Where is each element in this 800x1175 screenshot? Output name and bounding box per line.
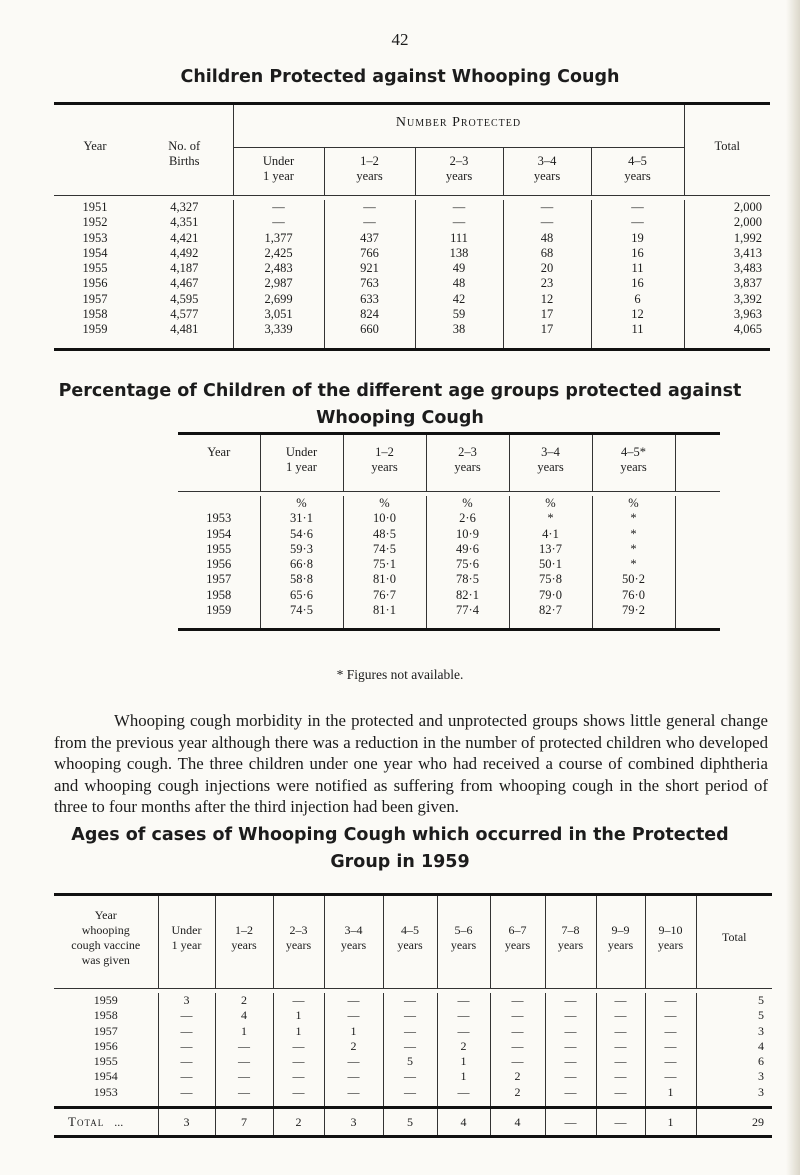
table-cell: * <box>592 542 675 557</box>
table-cell: — <box>490 1024 545 1039</box>
table-cell: — <box>324 1069 383 1084</box>
header-year-vaccine: Year whooping cough vaccine was given <box>71 908 141 967</box>
row-year-cell: 1955 <box>206 541 232 556</box>
table-row <box>54 1085 772 1100</box>
table-cell: 3,963 <box>684 307 770 322</box>
table-row <box>54 1039 772 1054</box>
table-cell: — <box>158 1054 215 1069</box>
table-cell: 4,351 <box>170 215 199 230</box>
table-cell: 54·6 <box>260 527 343 542</box>
table-cell: 5 <box>696 1008 772 1023</box>
table-cell: — <box>645 1039 696 1054</box>
table-cell: 59·3 <box>260 542 343 557</box>
table-cell: 4,187 <box>170 261 199 276</box>
table-cell: — <box>273 1039 324 1054</box>
table-cell: 2,000 <box>684 200 770 215</box>
table-cell: — <box>490 1039 545 1054</box>
header-under-1: Under 1 year <box>260 434 343 492</box>
table-cell: — <box>383 993 437 1008</box>
table-cell: 16 <box>591 246 684 261</box>
table-cell: * <box>592 557 675 572</box>
header-8-9: 9–9 years <box>596 895 645 989</box>
unit-symbol: % <box>260 496 343 511</box>
header-year: Year <box>207 445 231 459</box>
table-cell: — <box>437 1024 490 1039</box>
table-cell: 4,481 <box>170 322 199 337</box>
header-2-3: 2–3 years <box>415 148 503 196</box>
table3-title: Ages of cases of Whooping Cough which occurred in the Protected Group in 1959 <box>71 825 729 872</box>
table-cell: 66·8 <box>260 557 343 572</box>
table-cell: 12 <box>591 307 684 322</box>
page-edge-shading <box>786 0 800 1175</box>
table-cell: — <box>596 993 645 1008</box>
table-cell: 58·8 <box>260 572 343 587</box>
table-cell: 38 <box>415 322 503 337</box>
header-3-4: 3–4 years <box>324 895 383 989</box>
total-cell: 7 <box>215 1108 273 1137</box>
table-cell: — <box>645 1054 696 1069</box>
table-cell: — <box>215 1054 273 1069</box>
table1-title: Children Protected against Whooping Cough <box>180 67 620 87</box>
table-cell: 3 <box>696 1085 772 1100</box>
table-cell: — <box>490 1054 545 1069</box>
row-year-cell: 1956 <box>206 557 232 572</box>
table-cell: 633 <box>324 292 415 307</box>
table-cell: — <box>645 1008 696 1023</box>
table-cell: — <box>596 1085 645 1100</box>
unit-symbol: % <box>426 496 509 511</box>
table-cell: 48·5 <box>343 527 426 542</box>
table-cell: — <box>503 215 591 230</box>
table-cell: 4 <box>696 1039 772 1054</box>
table-cell: 17 <box>503 307 591 322</box>
table-cell: — <box>158 1069 215 1084</box>
table-cell: — <box>215 1039 273 1054</box>
table-cell: 31·1 <box>260 511 343 526</box>
table-cell: 1,992 <box>684 231 770 246</box>
table-cell: 2,425 <box>233 246 324 261</box>
row-year-cell: 1955 <box>93 1054 118 1069</box>
table-cell: 77·4 <box>426 603 509 618</box>
table-cell: — <box>591 215 684 230</box>
table-cell: 1 <box>273 1008 324 1023</box>
header-year: Year <box>83 139 107 153</box>
header-4-5: 4–5* years <box>592 434 675 492</box>
table-cell: — <box>545 1085 596 1100</box>
table-cell: 2,987 <box>233 276 324 291</box>
table-row <box>178 572 720 587</box>
row-year-cell: 1955 <box>82 261 108 276</box>
total-cell: 2 <box>273 1108 324 1137</box>
table-cell: 74·5 <box>260 603 343 618</box>
row-year-cell: 1959 <box>82 322 108 337</box>
table-cell: — <box>545 1054 596 1069</box>
table-cell: 766 <box>324 246 415 261</box>
table-cell: 49 <box>415 261 503 276</box>
total-cell: — <box>545 1108 596 1137</box>
table-cell: 48 <box>503 231 591 246</box>
table-cell: 82·1 <box>426 588 509 603</box>
header-1-2: 1–2 years <box>343 434 426 492</box>
table-cell: — <box>233 200 324 215</box>
table-cell: 3,392 <box>684 292 770 307</box>
table-row <box>54 215 770 230</box>
table-cell: 81·0 <box>343 572 426 587</box>
row-year-cell: 1957 <box>206 572 232 587</box>
row-year-cell: 1953 <box>206 511 232 526</box>
table-cell: — <box>383 1085 437 1100</box>
table-cell: 437 <box>324 231 415 246</box>
table-cell: 10·9 <box>426 527 509 542</box>
table-cell: — <box>437 1085 490 1100</box>
table-cell: 5 <box>696 993 772 1008</box>
table-cell: 75·1 <box>343 557 426 572</box>
table-cell: — <box>591 200 684 215</box>
table-cell: 4,577 <box>170 307 199 322</box>
table-cell: 2,699 <box>233 292 324 307</box>
header-7-8: 7–8 years <box>545 895 596 989</box>
table-cell: 824 <box>324 307 415 322</box>
total-label: Total ... <box>54 1108 158 1137</box>
table-cell: — <box>545 1069 596 1084</box>
table-cell: — <box>215 1069 273 1084</box>
header-blank <box>675 434 720 492</box>
table-cell: — <box>596 1054 645 1069</box>
table-cell: — <box>596 1024 645 1039</box>
table-cell: 3,837 <box>684 276 770 291</box>
table-cell: — <box>415 200 503 215</box>
row-year-cell: 1953 <box>82 230 108 245</box>
table-row <box>54 1024 772 1039</box>
header-6-7: 6–7 years <box>490 895 545 989</box>
table-row <box>178 527 720 542</box>
table-cell: — <box>437 1008 490 1023</box>
table-cell: 3 <box>696 1069 772 1084</box>
table-cell: 1,377 <box>233 231 324 246</box>
table-cell: 42 <box>415 292 503 307</box>
row-year-cell: 1958 <box>82 307 108 322</box>
table-row <box>178 511 720 526</box>
header-3-4: 3–4 years <box>509 434 592 492</box>
header-births: No. of Births <box>168 139 201 168</box>
table-cell: 82·7 <box>509 603 592 618</box>
table-cell: 10·0 <box>343 511 426 526</box>
table-row <box>54 231 770 246</box>
table-cell: 763 <box>324 276 415 291</box>
unit-symbol: % <box>509 496 592 511</box>
total-row <box>54 1108 772 1137</box>
table-cell: — <box>383 1008 437 1023</box>
table-row <box>178 603 720 618</box>
table-cell: — <box>233 215 324 230</box>
table-cell: — <box>324 1085 383 1100</box>
table-cell: 138 <box>415 246 503 261</box>
header-under-1: Under 1 year <box>233 148 324 196</box>
table-row <box>54 276 770 291</box>
row-year-cell: 1954 <box>93 1069 118 1084</box>
table-cell: 6 <box>591 292 684 307</box>
table-cell: — <box>545 993 596 1008</box>
table-cell: — <box>324 200 415 215</box>
table-cell: 4·1 <box>509 527 592 542</box>
table-row <box>54 292 770 307</box>
table-cell: — <box>503 200 591 215</box>
table-cell: — <box>324 215 415 230</box>
table-cell: — <box>273 993 324 1008</box>
table-cell: 6 <box>696 1054 772 1069</box>
table-cell: 1 <box>437 1054 490 1069</box>
table-cell: * <box>592 511 675 526</box>
table-cell: 3,051 <box>233 307 324 322</box>
table-cell: — <box>437 993 490 1008</box>
row-year-cell: 1954 <box>206 526 232 541</box>
table-cell: 20 <box>503 261 591 276</box>
table-cell: — <box>158 1008 215 1023</box>
footnote: * Figures not available. <box>336 667 464 682</box>
header-total: Total <box>696 895 772 989</box>
table-cell: 4,492 <box>170 245 199 260</box>
table-cell: 79·0 <box>509 588 592 603</box>
table2-title: Percentage of Children of the different age groups protected against Whooping Cough <box>58 381 742 428</box>
total-cell: 5 <box>383 1108 437 1137</box>
table-cell: 1 <box>324 1024 383 1039</box>
table-cell: 78·5 <box>426 572 509 587</box>
table-cell: — <box>596 1039 645 1054</box>
row-year-cell: 1958 <box>93 1008 118 1023</box>
table-cell: * <box>509 511 592 526</box>
total-cell: — <box>596 1108 645 1137</box>
table-cell: 3,483 <box>684 261 770 276</box>
table-cell: — <box>273 1069 324 1084</box>
table-cell: 49·6 <box>426 542 509 557</box>
table-cell: 2,000 <box>684 215 770 230</box>
table-cell: 111 <box>415 231 503 246</box>
table-row <box>54 322 770 337</box>
row-year-cell: 1957 <box>82 291 108 306</box>
table-cell: 48 <box>415 276 503 291</box>
header-under-1: Under 1 year <box>158 895 215 989</box>
header-3-4: 3–4 years <box>503 148 591 196</box>
table-cell: 921 <box>324 261 415 276</box>
table-cell: 50·1 <box>509 557 592 572</box>
header-2-3: 2–3 years <box>273 895 324 989</box>
table-cell: 79·2 <box>592 603 675 618</box>
table-cell: 4,467 <box>170 276 199 291</box>
table-cell: 2 <box>324 1039 383 1054</box>
header-total: Total <box>684 104 770 196</box>
row-year-cell: 1952 <box>82 215 108 230</box>
table-cell: 4,327 <box>170 200 199 214</box>
row-year-cell: 1959 <box>206 603 232 618</box>
row-year-cell: 1954 <box>82 245 108 260</box>
table-cell: — <box>596 1008 645 1023</box>
table-cell: — <box>490 1008 545 1023</box>
table-cell: 3,413 <box>684 246 770 261</box>
table-cell: 4,595 <box>170 291 199 306</box>
table-cell: — <box>215 1085 273 1100</box>
page-number: 42 <box>391 30 409 49</box>
table-cell: — <box>645 1069 696 1084</box>
table-row <box>54 246 770 261</box>
total-cell: 4 <box>437 1108 490 1137</box>
table-row <box>178 588 720 603</box>
table-cell: 19 <box>591 231 684 246</box>
table-cell: 11 <box>591 322 684 337</box>
table-row <box>54 1054 772 1069</box>
table-cell: — <box>324 1054 383 1069</box>
total-cell: 3 <box>324 1108 383 1137</box>
table-cell: — <box>383 1039 437 1054</box>
table-cell: 2·6 <box>426 511 509 526</box>
table-cell: — <box>324 993 383 1008</box>
table-cell: — <box>158 1024 215 1039</box>
table-cell: — <box>490 993 545 1008</box>
header-1-2: 1–2 years <box>215 895 273 989</box>
table-cell: — <box>273 1054 324 1069</box>
total-cell: 4 <box>490 1108 545 1137</box>
header-2-3: 2–3 years <box>426 434 509 492</box>
table-cell: — <box>645 993 696 1008</box>
table-cell: 2 <box>490 1069 545 1084</box>
table-cell: 1 <box>273 1024 324 1039</box>
unit-symbol: % <box>592 496 675 511</box>
table-row <box>178 542 720 557</box>
table-cell: — <box>383 1069 437 1084</box>
header-4-5: 4–5 years <box>383 895 437 989</box>
row-year-cell: 1956 <box>93 1038 118 1053</box>
table-row <box>54 1008 772 1023</box>
table-cell: * <box>592 527 675 542</box>
table-cell: 2 <box>490 1085 545 1100</box>
row-year-cell: 1956 <box>82 276 108 291</box>
table-cell: 75·8 <box>509 572 592 587</box>
table-cell: — <box>158 1085 215 1100</box>
table-cell: — <box>545 1024 596 1039</box>
cases-protected-group-table <box>54 893 772 1138</box>
header-9-10: 9–10 years <box>645 895 696 989</box>
table-cell: 50·2 <box>592 572 675 587</box>
row-year-cell: 1953 <box>93 1084 118 1099</box>
table-cell: 1 <box>215 1024 273 1039</box>
body-paragraph: Whooping cough morbidity in the protected and unprotected groups shows little general change from the previous year although there was a reduction in the number of protected children who developed whooping cough. The three children under one year who had received a course of combined diphtheria and whooping cough injections were notified as suffering from whooping cough in the short period of three to four months after the third injection had been given. <box>54 711 768 817</box>
table-cell: 81·1 <box>343 603 426 618</box>
table-cell: 76·7 <box>343 588 426 603</box>
table-cell: 2,483 <box>233 261 324 276</box>
table-cell: — <box>645 1024 696 1039</box>
table-cell: — <box>324 1008 383 1023</box>
table-cell: 13·7 <box>509 542 592 557</box>
table-cell: 1 <box>645 1085 696 1100</box>
table-row <box>54 1069 772 1084</box>
table-cell: 4,065 <box>684 322 770 337</box>
table-cell: — <box>273 1085 324 1100</box>
header-1-2: 1–2 years <box>324 148 415 196</box>
row-year-cell: 1951 <box>82 200 108 214</box>
total-cell: 29 <box>696 1108 772 1137</box>
table-cell: 68 <box>503 246 591 261</box>
unit-symbol: % <box>343 496 426 511</box>
header-5-6: 5–6 years <box>437 895 490 989</box>
table-cell: 3 <box>158 993 215 1008</box>
row-year-cell: 1958 <box>206 587 232 602</box>
total-cell: 3 <box>158 1108 215 1137</box>
percentage-protected-table <box>178 432 720 631</box>
table-cell: — <box>383 1024 437 1039</box>
table-cell: — <box>596 1069 645 1084</box>
table-cell: 23 <box>503 276 591 291</box>
table-cell: 16 <box>591 276 684 291</box>
table-cell: 1 <box>437 1069 490 1084</box>
table-row <box>54 261 770 276</box>
table-cell: 660 <box>324 322 415 337</box>
table-cell: 5 <box>383 1054 437 1069</box>
table-cell: 75·6 <box>426 557 509 572</box>
table-cell: — <box>545 1008 596 1023</box>
table-row <box>54 200 770 215</box>
row-year-cell: 1959 <box>93 993 118 1007</box>
table-cell: 76·0 <box>592 588 675 603</box>
table-cell: 17 <box>503 322 591 337</box>
table-cell: 59 <box>415 307 503 322</box>
table-row <box>178 557 720 572</box>
table-cell: — <box>415 215 503 230</box>
table-cell: 74·5 <box>343 542 426 557</box>
protected-children-table <box>54 102 770 351</box>
table-cell: 65·6 <box>260 588 343 603</box>
table-cell: — <box>158 1039 215 1054</box>
table-cell: 2 <box>215 993 273 1008</box>
table-cell: 3 <box>696 1024 772 1039</box>
table-cell: 4,421 <box>170 230 199 245</box>
total-cell: 1 <box>645 1108 696 1137</box>
header-number-protected: Number Protected <box>233 104 684 148</box>
table-cell: 12 <box>503 292 591 307</box>
table-row <box>54 307 770 322</box>
table-cell: — <box>545 1039 596 1054</box>
table-cell: 4 <box>215 1008 273 1023</box>
row-year-cell: 1957 <box>93 1023 118 1038</box>
table-cell: 11 <box>591 261 684 276</box>
table-cell: 3,339 <box>233 322 324 337</box>
header-4-5: 4–5 years <box>591 148 684 196</box>
table-cell: 2 <box>437 1039 490 1054</box>
table-row <box>54 993 772 1008</box>
